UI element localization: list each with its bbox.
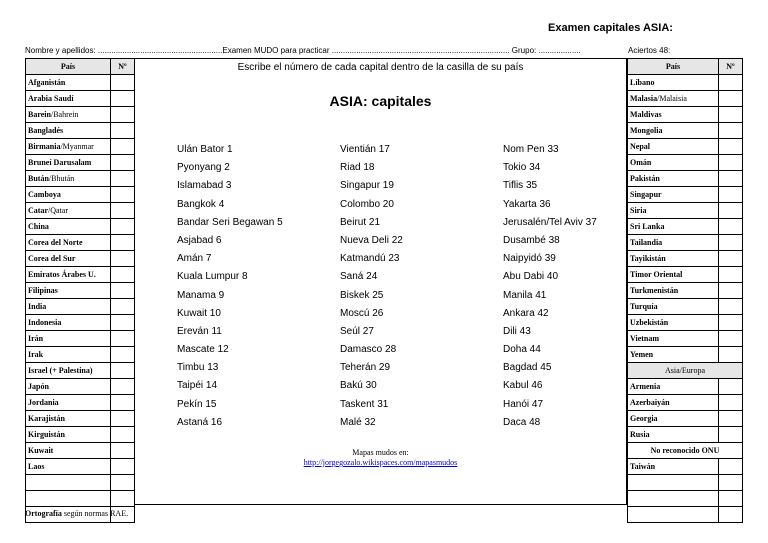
table-row — [628, 123, 743, 139]
country-name: India — [28, 301, 47, 311]
answer-number-cell[interactable] — [719, 379, 743, 395]
capital-item: Astaná 16 — [177, 416, 223, 428]
capital-item: Ereván 11 — [177, 325, 222, 337]
country-cell — [628, 347, 719, 363]
answer-number-cell[interactable] — [719, 235, 743, 251]
answer-number-cell[interactable] — [719, 171, 743, 187]
answer-number-cell[interactable] — [719, 395, 743, 411]
country-cell — [26, 395, 111, 411]
capital-item: Yakarta 36 — [503, 198, 551, 210]
capital-item: Nom Pen 33 — [503, 144, 559, 155]
capitals-column-2 — [340, 143, 403, 434]
score-label: Aciertos 48: — [628, 46, 671, 55]
country-alt-name: /Bhután — [48, 173, 75, 183]
table-row — [628, 395, 743, 411]
answer-number-cell[interactable] — [719, 507, 743, 523]
table-row — [26, 139, 135, 155]
answer-number-cell[interactable] — [111, 187, 135, 203]
capital-item: Malé 32 — [340, 416, 376, 428]
answer-number-cell[interactable] — [111, 75, 135, 91]
answer-number-cell[interactable] — [111, 107, 135, 123]
country-cell — [628, 427, 719, 443]
table-row — [628, 347, 743, 363]
table-row — [26, 443, 135, 459]
country-cell — [26, 427, 111, 443]
country-cell — [628, 75, 719, 91]
capital-item: Tiflis 35 — [503, 180, 538, 192]
capital-item: Biskek 25 — [340, 289, 384, 301]
page-title: ASIA: capitales — [329, 93, 432, 109]
answer-number-cell[interactable] — [111, 251, 135, 267]
capitals-column-1 — [177, 143, 283, 434]
answer-number-cell[interactable] — [719, 139, 743, 155]
table-row — [628, 283, 743, 299]
country-name: Karajistán — [28, 413, 65, 423]
country-name: Kuwait — [28, 445, 54, 455]
table-row — [26, 155, 135, 171]
capital-item: Islamabad 3 — [177, 180, 232, 192]
table-row — [26, 395, 135, 411]
table-row — [628, 187, 743, 203]
table-row — [26, 379, 135, 395]
capital-item: Hanói 47 — [503, 398, 544, 410]
capital-item: Asjabad 6 — [177, 234, 222, 246]
capital-item: Daca 48 — [503, 416, 541, 428]
footer-text: según normas RAE. — [61, 509, 129, 518]
country-name: Filipinas — [28, 285, 58, 295]
table-row — [26, 219, 135, 235]
country-name: Bruneí Darusalam — [28, 157, 92, 167]
table-row — [628, 459, 743, 475]
country-cell — [628, 187, 719, 203]
answer-number-cell[interactable] — [111, 491, 135, 507]
answer-number-cell[interactable] — [111, 139, 135, 155]
capital-item: Doha 44 — [503, 344, 541, 356]
table-row — [26, 107, 135, 123]
answer-number-cell[interactable] — [111, 379, 135, 395]
table-row — [628, 203, 743, 219]
table-row — [26, 331, 135, 347]
table-row — [628, 315, 743, 331]
table-row — [628, 219, 743, 235]
country-cell — [628, 395, 719, 411]
table-row — [628, 235, 743, 251]
capital-item: Jerusalén/Tel Aviv 37 — [503, 216, 597, 228]
country-cell — [628, 251, 719, 267]
country-name: China — [28, 221, 49, 231]
table-row — [26, 75, 135, 91]
country-name: Malasia — [630, 93, 658, 103]
answer-number-cell[interactable] — [719, 459, 743, 475]
answer-number-cell[interactable] — [111, 347, 135, 363]
table-row — [628, 107, 743, 123]
footer-bold: Ortografía — [25, 509, 62, 518]
answer-number-cell[interactable] — [719, 219, 743, 235]
country-name: Arabia Saudí — [28, 93, 74, 103]
answer-number-cell[interactable] — [111, 363, 135, 379]
country-cell — [26, 139, 111, 155]
section-label: No reconocido ONU — [650, 445, 720, 455]
country-cell — [26, 459, 111, 475]
answer-number-cell[interactable] — [719, 427, 743, 443]
answer-number-cell[interactable] — [719, 91, 743, 107]
table-row — [628, 379, 743, 395]
country-cell — [628, 491, 719, 507]
answer-number-cell[interactable] — [111, 395, 135, 411]
table-row — [26, 347, 135, 363]
answer-number-cell[interactable] — [719, 299, 743, 315]
country-cell — [628, 459, 719, 475]
country-alt-name: /Malaisia — [657, 93, 687, 103]
country-name: Tayikistán — [630, 253, 666, 263]
country-name: Líbano — [630, 77, 655, 87]
country-cell — [26, 155, 111, 171]
country-cell — [26, 411, 111, 427]
table-row — [628, 299, 743, 315]
country-name: Uzbekistán — [630, 317, 669, 327]
country-cell — [628, 107, 719, 123]
country-name: Sri Lanka — [630, 221, 665, 231]
country-cell — [26, 299, 111, 315]
table-row — [26, 203, 135, 219]
country-cell — [26, 315, 111, 331]
answer-number-cell[interactable] — [111, 267, 135, 283]
capital-item: Timbu 13 — [177, 362, 219, 374]
table-row — [628, 411, 743, 427]
table-row — [628, 267, 743, 283]
capital-item: Bagdad 45 — [503, 362, 552, 374]
column-header-number: Nº — [111, 59, 135, 75]
table-row — [26, 123, 135, 139]
answer-number-cell[interactable] — [719, 411, 743, 427]
country-cell — [628, 411, 719, 427]
country-name: Rusia — [630, 429, 650, 439]
column-header-number: Nº — [719, 59, 743, 75]
country-cell — [26, 107, 111, 123]
capital-item: Seúl 27 — [340, 325, 374, 337]
capital-item: Colombo 20 — [340, 198, 394, 210]
answer-number-cell[interactable] — [111, 315, 135, 331]
answer-number-cell[interactable] — [111, 283, 135, 299]
country-name: Taiwán — [630, 461, 656, 471]
capital-item: Kuwait 10 — [177, 307, 221, 319]
section-label: Asia/Europa — [665, 365, 705, 375]
capital-item: Ankara 42 — [503, 307, 549, 319]
table-row — [26, 491, 135, 507]
answer-number-cell[interactable] — [719, 155, 743, 171]
country-cell — [26, 235, 111, 251]
country-name: Turkmenistán — [630, 285, 679, 295]
country-name: Omán — [630, 157, 652, 167]
country-name: Yemen — [630, 349, 654, 359]
country-name: Pakistán — [630, 173, 660, 183]
capital-item: Bakú 30 — [340, 380, 377, 392]
answer-number-cell[interactable] — [719, 203, 743, 219]
country-cell — [26, 91, 111, 107]
table-row — [26, 251, 135, 267]
left-country-table — [25, 58, 135, 523]
table-row — [628, 331, 743, 347]
country-name: Turquía — [630, 301, 658, 311]
credit-link[interactable]: http://jorgegozalo.wikispaces.com/mapasmudos — [303, 458, 458, 467]
answer-number-cell[interactable] — [719, 187, 743, 203]
table-row — [628, 139, 743, 155]
table-row — [26, 459, 135, 475]
table-row — [26, 411, 135, 427]
table-row — [26, 267, 135, 283]
table-row — [26, 91, 135, 107]
country-cell — [628, 475, 719, 491]
capital-item: Tokio 34 — [503, 162, 541, 174]
capital-item: Nueva Deli 22 — [340, 234, 403, 246]
answer-number-cell[interactable] — [111, 91, 135, 107]
country-cell — [26, 203, 111, 219]
country-cell — [26, 171, 111, 187]
country-cell — [26, 219, 111, 235]
capital-item: Abu Dabi 40 — [503, 271, 559, 283]
answer-number-cell[interactable] — [111, 171, 135, 187]
right-country-table — [627, 58, 743, 523]
country-name: Birmania — [28, 141, 61, 151]
country-cell — [26, 443, 111, 459]
table-row — [26, 299, 135, 315]
country-cell — [26, 123, 111, 139]
country-name: Singapur — [630, 189, 662, 199]
table-row — [26, 283, 135, 299]
country-cell — [628, 123, 719, 139]
exam-title: Examen capitales ASIA: — [548, 22, 673, 34]
country-name: Emiratos Árabes U. — [28, 269, 96, 279]
answer-number-cell[interactable] — [719, 283, 743, 299]
capital-item: Taipéi 14 — [177, 380, 218, 392]
country-name: Irán — [28, 333, 44, 343]
country-name: Jordania — [28, 397, 59, 407]
country-name: Bangladés — [28, 125, 64, 135]
answer-number-cell[interactable] — [719, 123, 743, 139]
table-row — [26, 315, 135, 331]
country-cell — [628, 203, 719, 219]
table-row — [26, 427, 135, 443]
country-name: Corea del Sur — [28, 253, 76, 263]
section-header — [628, 363, 743, 379]
country-name: Georgia — [630, 413, 658, 423]
answer-number-cell[interactable] — [111, 123, 135, 139]
country-cell — [628, 91, 719, 107]
capital-item: Pyonyang 2 — [177, 162, 230, 174]
capital-item: Mascate 12 — [177, 344, 229, 356]
capital-item: Dili 43 — [503, 325, 531, 337]
country-name: Irak — [28, 349, 44, 359]
credit-block — [135, 448, 626, 468]
country-cell — [628, 219, 719, 235]
country-cell — [628, 315, 719, 331]
country-cell — [26, 267, 111, 283]
country-name: Israel (+ Palestina) — [28, 365, 93, 375]
capital-item: Riad 18 — [340, 162, 375, 174]
country-name: Catar — [28, 205, 48, 215]
answer-number-cell[interactable] — [111, 427, 135, 443]
footer-note — [25, 509, 128, 518]
country-cell — [628, 267, 719, 283]
answer-number-cell[interactable] — [719, 347, 743, 363]
country-cell — [26, 187, 111, 203]
table-row — [628, 427, 743, 443]
table-row — [628, 491, 743, 507]
capital-item: Teherán 29 — [340, 362, 391, 374]
capital-item: Singapur 19 — [340, 180, 394, 192]
country-cell — [628, 331, 719, 347]
capital-item: Ulán Bator 1 — [177, 144, 233, 155]
country-cell — [628, 299, 719, 315]
section-header — [628, 443, 743, 459]
country-cell — [628, 507, 719, 523]
country-cell — [26, 347, 111, 363]
table-row — [628, 443, 743, 459]
table-row — [628, 475, 743, 491]
capital-item: Taskent 31 — [340, 398, 389, 410]
table-row — [26, 235, 135, 251]
capital-item: Amán 7 — [177, 253, 212, 265]
country-cell — [628, 171, 719, 187]
table-row — [628, 75, 743, 91]
country-name: Mongolia — [630, 125, 663, 135]
capital-item: Manila 41 — [503, 289, 547, 301]
country-name: Afganistán — [28, 77, 66, 87]
country-name: Bután — [28, 173, 49, 183]
student-info-line: Nombre y apellidos: ........................................................Examen MUDO para practicar ................................................................................ Grupo: ................... — [25, 46, 581, 55]
table-row — [628, 363, 743, 379]
answer-number-cell[interactable] — [111, 203, 135, 219]
capital-item: Pekín 15 — [177, 398, 217, 410]
table-row — [26, 363, 135, 379]
credit-text: Mapas mudos en: — [352, 448, 409, 457]
country-cell — [26, 331, 111, 347]
country-name: Nepal — [630, 141, 650, 151]
capital-item: Damasco 28 — [340, 344, 397, 356]
country-name: Armenia — [630, 381, 661, 391]
table-row — [26, 171, 135, 187]
capital-item: Bangkok 4 — [177, 198, 225, 210]
country-name: Kirguistán — [28, 429, 65, 439]
answer-number-cell[interactable] — [719, 491, 743, 507]
answer-number-cell[interactable] — [111, 219, 135, 235]
answer-number-cell[interactable] — [111, 459, 135, 475]
answer-number-cell[interactable] — [719, 331, 743, 347]
table-row — [26, 475, 135, 491]
country-cell — [26, 491, 111, 507]
country-alt-name: /Myanmar — [60, 141, 94, 151]
country-name: Tailandia — [630, 237, 663, 247]
capital-item: Kabul 46 — [503, 380, 543, 392]
capitals-column-3 — [503, 143, 597, 434]
country-alt-name: /Bahrein — [50, 109, 79, 119]
table-row — [628, 251, 743, 267]
table-row — [628, 171, 743, 187]
instruction-text: Escribe el número de cada capital dentro de la casilla de su país — [237, 62, 524, 73]
country-name: Vietnam — [630, 333, 660, 343]
country-name: Japón — [28, 381, 49, 391]
answer-number-cell[interactable] — [111, 475, 135, 491]
country-cell — [26, 363, 111, 379]
answer-number-cell[interactable] — [719, 267, 743, 283]
country-cell — [26, 75, 111, 91]
capital-item: Dusambé 38 — [503, 234, 560, 246]
capital-item: Manama 9 — [177, 289, 225, 301]
table-row — [26, 187, 135, 203]
answer-number-cell[interactable] — [719, 107, 743, 123]
answer-number-cell[interactable] — [111, 443, 135, 459]
country-cell — [628, 235, 719, 251]
capitals-panel — [134, 58, 627, 505]
capital-item: Beirut 21 — [340, 216, 381, 228]
capital-item: Vientián 17 — [340, 144, 390, 155]
country-name: Timor Oriental — [630, 269, 683, 279]
country-cell — [628, 155, 719, 171]
column-header-country: País — [26, 59, 111, 75]
capital-item: Naipyidó 39 — [503, 253, 556, 265]
answer-number-cell[interactable] — [111, 331, 135, 347]
answer-number-cell[interactable] — [719, 315, 743, 331]
answer-number-cell[interactable] — [719, 251, 743, 267]
country-name: Barein — [28, 109, 51, 119]
answer-number-cell[interactable] — [719, 475, 743, 491]
answer-number-cell[interactable] — [111, 411, 135, 427]
country-cell — [26, 283, 111, 299]
capital-item: Moscú 26 — [340, 307, 384, 319]
country-cell — [628, 283, 719, 299]
country-name: Laos — [28, 461, 45, 471]
table-row — [628, 91, 743, 107]
country-alt-name: /Qatar — [48, 205, 68, 215]
table-row — [628, 507, 743, 523]
country-cell — [26, 251, 111, 267]
table-row — [628, 155, 743, 171]
country-cell — [26, 475, 111, 491]
answer-number-cell[interactable] — [111, 299, 135, 315]
country-name: Maldivas — [630, 109, 662, 119]
country-cell — [26, 379, 111, 395]
country-name: Indonesia — [28, 317, 62, 327]
answer-number-cell[interactable] — [111, 235, 135, 251]
country-cell — [628, 139, 719, 155]
answer-number-cell[interactable] — [719, 75, 743, 91]
country-name: Corea del Norte — [28, 237, 83, 247]
country-name: Camboya — [28, 189, 61, 199]
capital-item: Bandar Seri Begawan 5 — [177, 216, 283, 228]
country-name: Siria — [630, 205, 647, 215]
country-name: Azerbaiyán — [630, 397, 670, 407]
column-header-country: País — [628, 59, 719, 75]
capital-item: Kuala Lumpur 8 — [177, 271, 248, 283]
country-cell — [628, 379, 719, 395]
capital-item: Saná 24 — [340, 271, 378, 283]
answer-number-cell[interactable] — [111, 155, 135, 171]
capital-item: Katmandú 23 — [340, 253, 400, 265]
